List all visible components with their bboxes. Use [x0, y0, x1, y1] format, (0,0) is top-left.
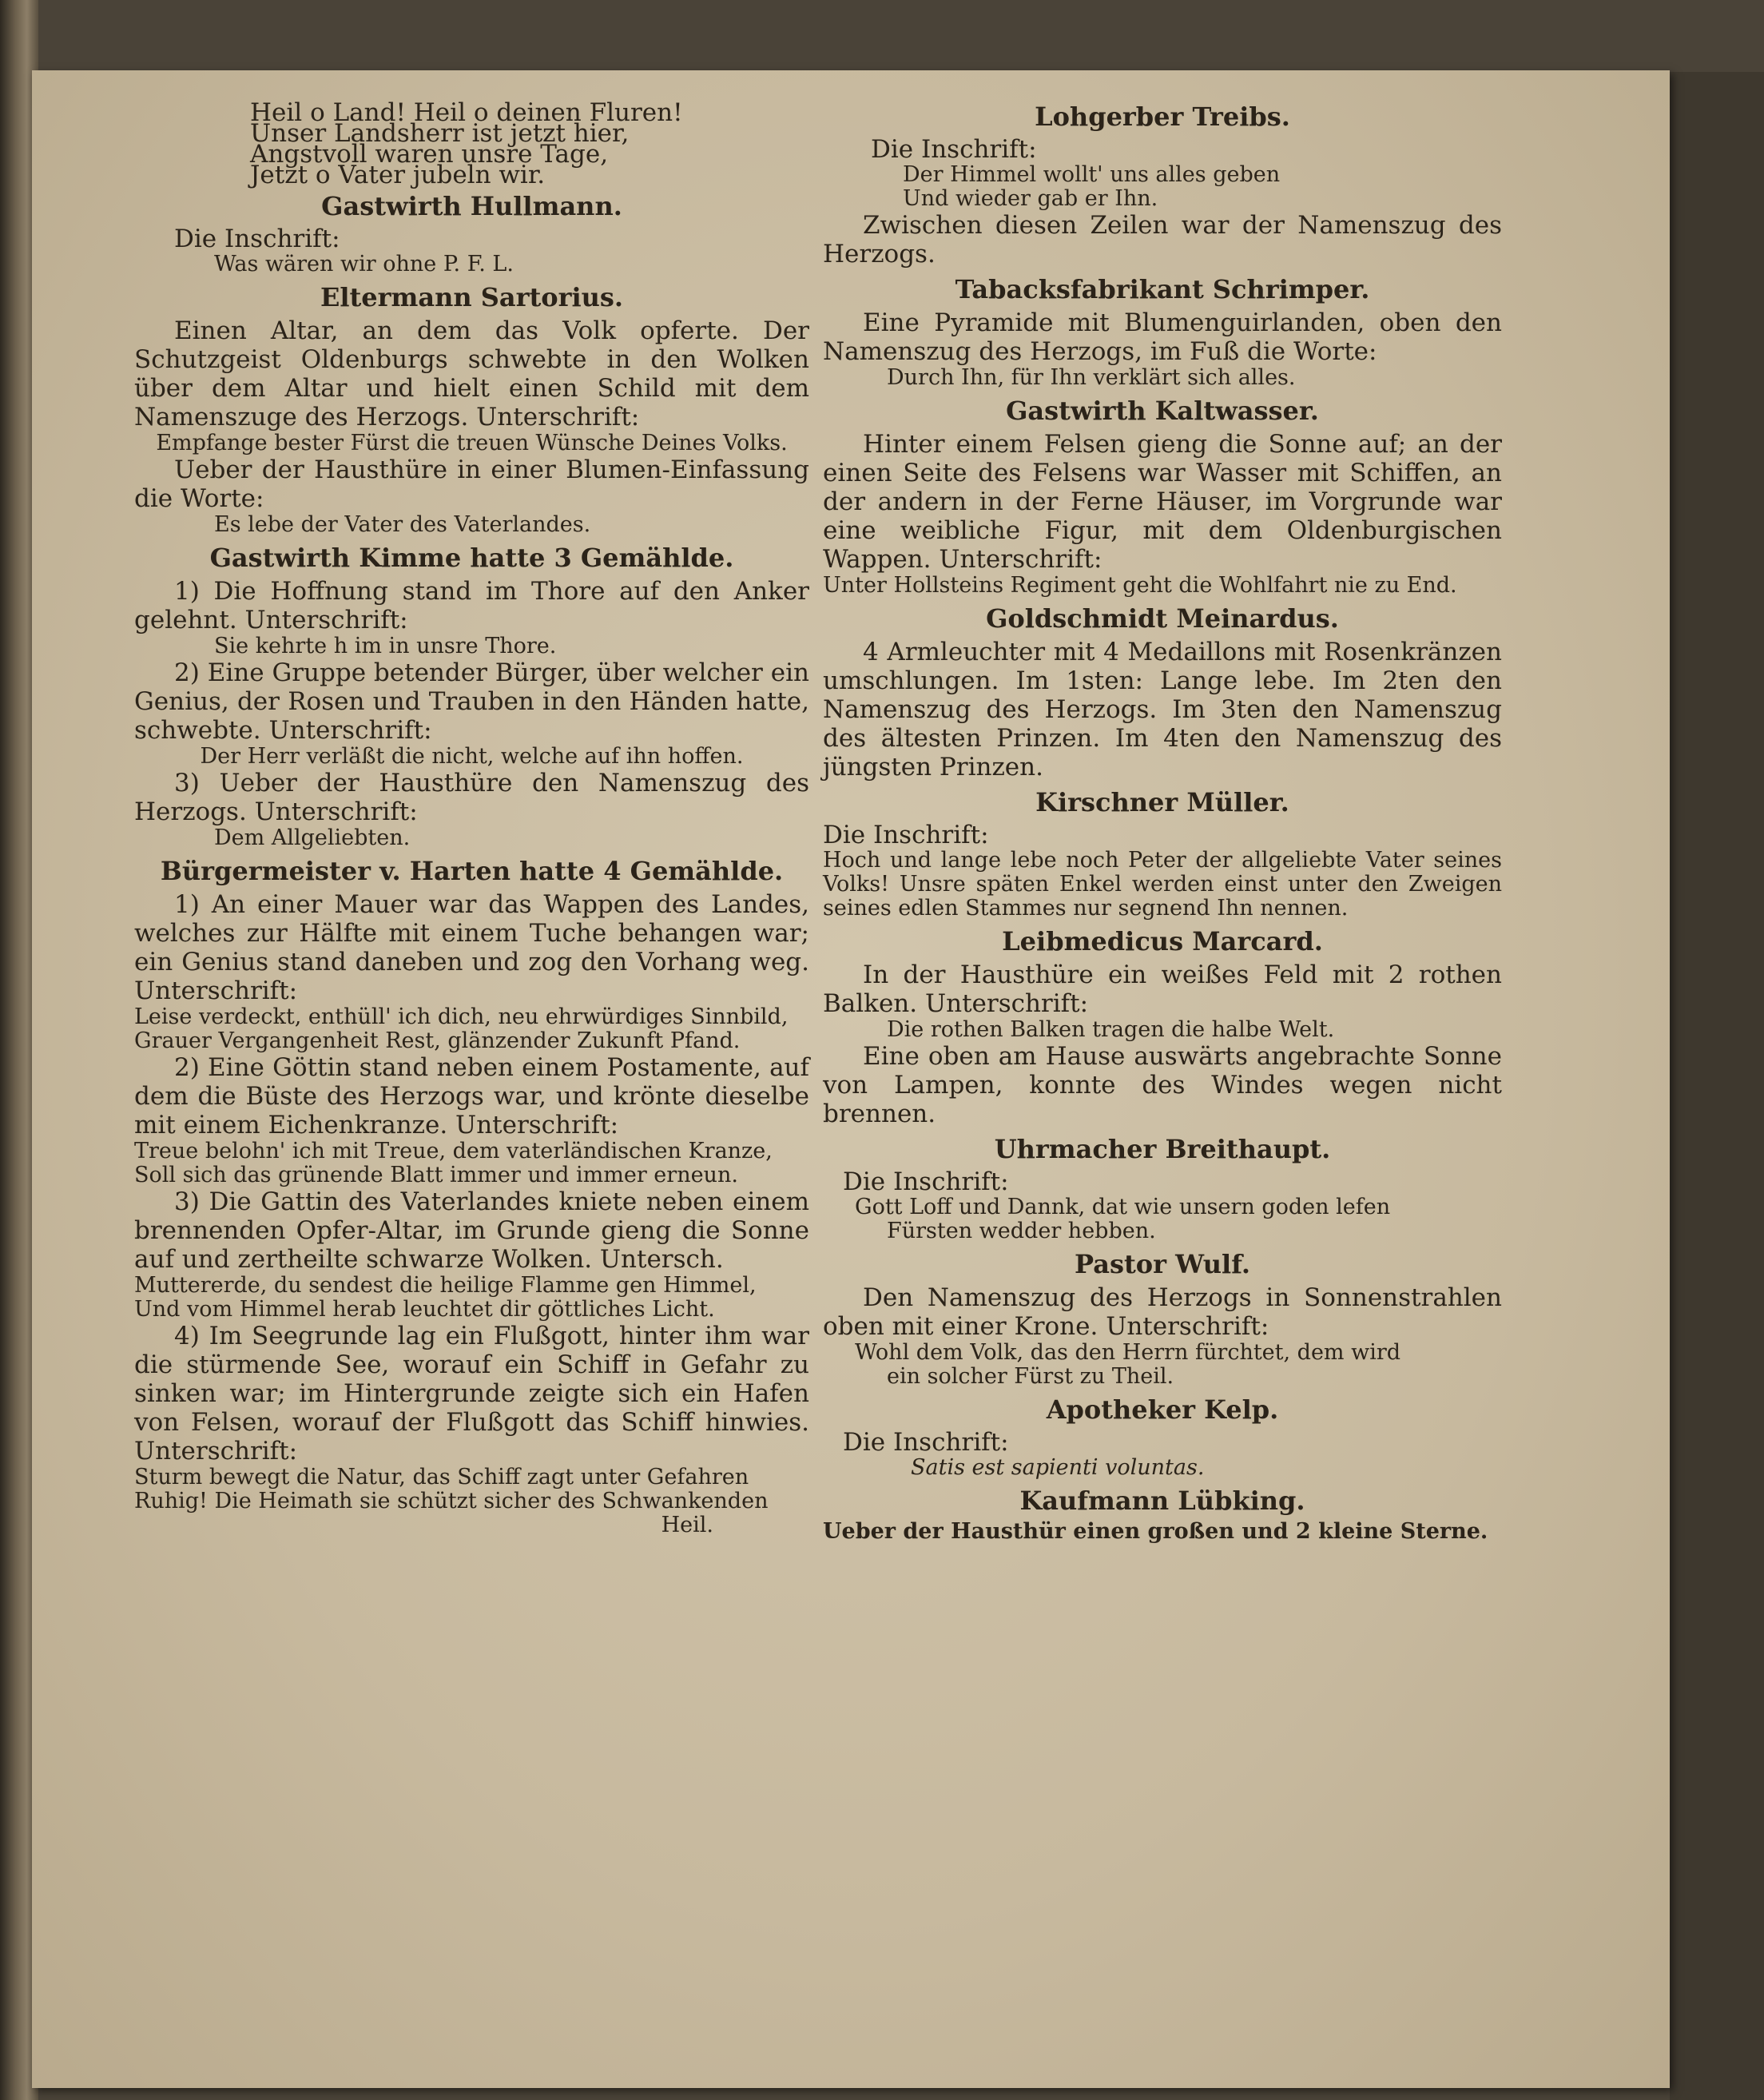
verse-line: ein solcher Fürst zu Theil.: [887, 1364, 1174, 1389]
paragraph: Einen Altar, an dem das Volk opferte. Der Schutzgeist Oldenburgs schwebte in den Wolken über dem Altar und hielt einen Schild mit dem Namenszuge des Herzogs. Unterschrift:: [134, 316, 809, 432]
paragraph: Den Namenszug des Herzogs in Sonnenstrahlen oben mit einer Krone. Unterschrift:: [823, 1283, 1502, 1341]
paragraph: 3) Ueber der Hausthüre den Namenszug des Herzogs. Unterschrift:: [134, 769, 809, 826]
verse-line: Unser Landsherr ist jetzt hier,: [250, 119, 630, 148]
heading-kaltwasser: Gastwirth Kaltwasser.: [1006, 396, 1319, 426]
verse-line: Sturm bewegt die Natur, das Schiff zagt unter Gefahren: [134, 1465, 749, 1489]
subscript-text: Die rothen Balken tragen die halbe Welt.: [887, 1017, 1335, 1042]
verse-heil-o-land: [134, 98, 809, 189]
verse-line: Soll sich das grünende Blatt immer und immer erneun.: [134, 1163, 738, 1187]
heading-sartorius: Eltermann Sartorius.: [320, 282, 624, 312]
heading-kelp: Apotheker Kelp.: [1046, 1394, 1279, 1425]
verse-line-end: Heil.: [661, 1513, 713, 1537]
verse-line: Wohl dem Volk, das den Herrn fürchtet, dem wird: [855, 1340, 1401, 1365]
verse-line: Leise verdeckt, enthüll' ich dich, neu ehrwürdiges Sinnbild,: [134, 1004, 789, 1029]
verse-line: Und wieder gab er Ihn.: [903, 186, 1158, 211]
paragraph: Zwischen diesen Zeilen war der Namenszug des Herzogs.: [823, 211, 1502, 268]
subscript-text: Durch Ihn, für Ihn verklärt sich alles.: [887, 365, 1296, 390]
verse-line: Heil o Land! Heil o deinen Fluren!: [250, 98, 683, 127]
subscript-text: Der Herr verläßt die nicht, welche auf ihn hoffen.: [200, 744, 744, 769]
left-column: [134, 98, 809, 1537]
inscription-latin: Satis est sapienti voluntas.: [911, 1455, 1205, 1480]
paragraph: Hinter einem Felsen gieng die Sonne auf; an der einen Seite des Felsens war Wasser mit Schiffen, an der andern in der Ferne Häuser, im Vorgrunde war eine weibliche Figur, mit dem Oldenburgischen Wappen. Unterschrift:: [823, 430, 1502, 574]
verse-line: Und vom Himmel herab leuchtet dir göttliches Licht.: [134, 1297, 715, 1322]
page-edge-shadow: [1670, 72, 1764, 2100]
paragraph: 4) Im Seegrunde lag ein Flußgott, hinter ihm war die stürmende See, worauf ein Schiff in Gefahr zu sinken war; im Hintergrunde zeigte sich ein Hafen von Felsen, worauf der Flußgott das Schiff hinwies. Unterschrift:: [134, 1322, 809, 1466]
label-inschrift: Die Inschrift:: [843, 1167, 1009, 1196]
right-column: [823, 102, 1502, 1544]
subscript-text: Sie kehrte h im in unsre Thore.: [214, 634, 557, 658]
heading-hullmann: Gastwirth Hullmann.: [321, 191, 622, 221]
paragraph: In der Hausthüre ein weißes Feld mit 2 rothen Balken. Unterschrift:: [823, 961, 1502, 1018]
heading-treibs: Lohgerber Treibs.: [1035, 101, 1290, 132]
verse-line: Ruhig! Die Heimath sie schützt sicher des Schwankenden: [134, 1489, 769, 1513]
paragraph: 1) An einer Mauer war das Wappen des Landes, welches zur Hälfte mit einem Tuche behangen war; ein Genius stand daneben und zog den Vorhang weg. Unterschrift:: [134, 890, 809, 1005]
inscription-text: Was wären wir ohne P. F. L.: [214, 252, 514, 276]
verse-line: Angstvoll waren unsre Tage,: [250, 140, 609, 169]
verse-line: Der Himmel wollt' uns alles geben: [903, 162, 1281, 187]
paragraph: Eine oben am Hause auswärts angebrachte Sonne von Lampen, konnte des Windes wegen nicht brennen.: [823, 1042, 1502, 1128]
label-inschrift: Die Inschrift:: [871, 135, 1037, 164]
label-inschrift: Die Inschrift:: [823, 821, 989, 849]
paragraph: 1) Die Hoffnung stand im Thore auf den Anker gelehnt. Unterschrift:: [134, 577, 809, 634]
paragraph: 3) Die Gattin des Vaterlandes kniete neben einem brennenden Opfer-Altar, im Grunde gieng die Sonne auf und zertheilte schwarze Wolken. Untersch.: [134, 1187, 809, 1274]
heading-meinardus: Goldschmidt Meinardus.: [986, 603, 1339, 634]
heading-kimme: Gastwirth Kimme hatte 3 Gemählde.: [209, 543, 734, 573]
verse-line: Muttererde, du sendest die heilige Flamme gen Himmel,: [134, 1273, 757, 1298]
verse-line: Jetzt o Vater jubeln wir.: [250, 161, 546, 189]
verse-line: Fürsten wedder hebben.: [887, 1219, 1156, 1243]
heading-luebking: Kaufmann Lübking.: [1019, 1486, 1305, 1516]
heading-harten: Bürgermeister v. Harten hatte 4 Gemählde.: [160, 856, 784, 886]
label-inschrift: Die Inschrift:: [843, 1428, 1009, 1457]
subscript-text: Es lebe der Vater des Vaterlandes.: [214, 512, 591, 537]
subscript-text: Unter Hollsteins Regiment geht die Wohlfahrt nie zu End.: [823, 573, 1457, 598]
subscript-text: Hoch und lange lebe noch Peter der allgeliebte Vater seines Volks! Unsre späten Enkel werden einst unter den Zweigen seines edlen Stammes nur segnend Ihn nennen.: [823, 848, 1502, 921]
verse-line: Gott Loff und Dannk, dat wie unsern goden lefen: [855, 1195, 1391, 1219]
subscript-text: Dem Allgeliebten.: [214, 825, 411, 850]
heading-breithaupt: Uhrmacher Breithaupt.: [994, 1134, 1331, 1164]
heading-marcard: Leibmedicus Marcard.: [1002, 926, 1323, 957]
paragraph: Eine Pyramide mit Blumenguirlanden, oben den Namenszug des Herzogs, im Fuß die Worte:: [823, 308, 1502, 366]
heading-wulf: Pastor Wulf.: [1075, 1249, 1250, 1279]
label-inschrift: Die Inschrift:: [174, 225, 340, 253]
paragraph: 4 Armleuchter mit 4 Medaillons mit Rosenkränzen umschlungen. Im 1sten: Lange lebe. Im 2ten den Namenszug des Herzogs. Im 3ten den Namenszug des ältesten Prinzen. Im 4ten den Namenszug des jüngsten Prinzen.: [823, 638, 1502, 782]
paragraph: 2) Eine Göttin stand neben einem Postamente, auf dem die Büste des Herzogs war, und krönte dieselbe mit einem Eichenkranze. Unterschrift:: [134, 1053, 809, 1139]
heading-mueller: Kirschner Müller.: [1035, 787, 1289, 817]
subscript-text: Empfange bester Fürst die treuen Wünsche Deines Volks.: [156, 431, 788, 455]
verse-line: Treue belohn' ich mit Treue, dem vaterländischen Kranze,: [134, 1139, 773, 1163]
paragraph: 2) Eine Gruppe betender Bürger, über welcher ein Genius, der Rosen und Trauben in den Händen hatte, schwebte. Unterschrift:: [134, 658, 809, 745]
paragraph: Ueber der Hausthüre in einer Blumen-Einfassung die Worte:: [134, 455, 809, 513]
paragraph: Ueber der Hausthür einen großen und 2 kleine Sterne.: [823, 1519, 1488, 1544]
verse-line: Grauer Vergangenheit Rest, glänzender Zukunft Pfand.: [134, 1028, 741, 1053]
heading-schrimper: Tabacksfabrikant Schrimper.: [955, 274, 1370, 304]
